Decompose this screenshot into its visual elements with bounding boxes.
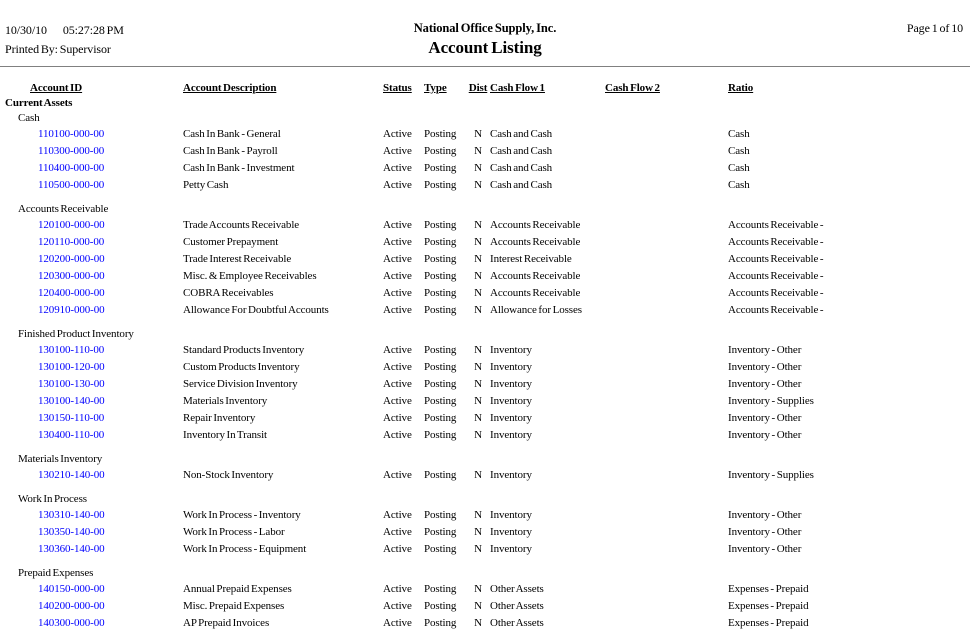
status-cell: Active (383, 361, 412, 373)
account-id-link[interactable]: 130360-140-00 (38, 543, 105, 555)
status-cell: Active (383, 270, 412, 282)
table-row (0, 177, 970, 194)
column-header-label: Status (383, 82, 412, 94)
ratio-cell: Expenses - Prepaid (728, 600, 809, 612)
account-id-link[interactable]: 140150-000-00 (38, 583, 105, 595)
section-finished-product-inventory (0, 327, 970, 444)
cash-flow-2-cell (605, 427, 728, 444)
account-id-link[interactable]: 120200-000-00 (38, 253, 105, 265)
cash-flow-1-cell: Inventory (490, 429, 532, 441)
account-description-cell: Repair Inventory (183, 412, 256, 424)
status-cell: Active (383, 583, 412, 595)
cash-flow-1-cell: Other Assets (490, 583, 544, 595)
cash-flow-2-cell (605, 359, 728, 376)
table-row (0, 507, 970, 524)
type-cell: Posting (424, 469, 457, 481)
account-description-cell: Materials Inventory (183, 395, 268, 407)
column-header-cash-flow-2 (605, 80, 728, 96)
status-cell: Active (383, 128, 412, 140)
account-id-link[interactable]: 120100-000-00 (38, 219, 105, 231)
cash-flow-2-cell (605, 268, 728, 285)
account-id-link[interactable]: 140300-000-00 (38, 617, 105, 629)
account-description-cell: Allowance For Doubtful Accounts (183, 304, 329, 316)
account-description-cell: Work In Process - Labor (183, 526, 285, 538)
account-id-link[interactable]: 130100-130-00 (38, 378, 105, 390)
status-cell: Active (383, 344, 412, 356)
account-id-link[interactable]: 140200-000-00 (38, 600, 105, 612)
printed-by: Printed By: Supervisor (5, 42, 111, 56)
table-row (0, 251, 970, 268)
cash-flow-2-cell (605, 541, 728, 558)
type-cell: Posting (424, 162, 457, 174)
cash-flow-1-cell: Cash and Cash (490, 145, 553, 157)
type-cell: Posting (424, 429, 457, 441)
table-row (0, 615, 970, 632)
cash-flow-2-cell (605, 285, 728, 302)
ratio-cell: Inventory - Supplies (728, 395, 814, 407)
section-header: Accounts Receivable (18, 203, 109, 215)
column-header-ratio (728, 80, 970, 96)
company-name: National Office Supply, Inc. (413, 21, 557, 35)
type-cell: Posting (424, 412, 457, 424)
account-description-cell: Trade Accounts Receivable (183, 219, 300, 231)
cash-flow-1-cell: Inventory (490, 361, 532, 373)
type-cell: Posting (424, 361, 457, 373)
account-description-cell: Work In Process - Inventory (183, 509, 301, 521)
ratio-cell: Inventory - Other (728, 509, 802, 521)
cash-flow-1-cell: Cash and Cash (490, 162, 553, 174)
cash-flow-1-cell: Accounts Receivable (490, 219, 581, 231)
cash-flow-2-cell (605, 467, 728, 484)
cash-flow-2-cell (605, 507, 728, 524)
table-row (0, 541, 970, 558)
account-description-cell: Work In Process - Equipment (183, 543, 307, 555)
dist-cell: N (474, 469, 482, 481)
dist-cell: N (474, 179, 482, 191)
cash-flow-2-cell (605, 234, 728, 251)
table-row (0, 427, 970, 444)
ratio-cell: Inventory - Other (728, 412, 802, 424)
page-indicator: Page 1 of 10 (906, 21, 963, 35)
table-row (0, 285, 970, 302)
account-id-link[interactable]: 130310-140-00 (38, 509, 105, 521)
cash-flow-1-cell: Interest Receivable (490, 253, 572, 265)
account-id-link[interactable]: 110400-000-00 (38, 162, 105, 174)
type-cell: Posting (424, 344, 457, 356)
type-cell: Posting (424, 270, 457, 282)
account-id-link[interactable]: 120400-000-00 (38, 287, 105, 299)
ratio-cell: Cash (728, 128, 750, 140)
ratio-cell: Expenses - Prepaid (728, 583, 809, 595)
dist-cell: N (474, 219, 482, 231)
ratio-cell: Inventory - Supplies (728, 469, 814, 481)
report-header-center (0, 21, 970, 58)
ratio-cell: Accounts Receivable - (728, 236, 824, 248)
dist-cell: N (474, 128, 482, 140)
account-id-link[interactable]: 130100-110-00 (38, 344, 105, 356)
ratio-cell: Cash (728, 179, 750, 191)
account-description-cell: Non-Stock Inventory (183, 469, 274, 481)
column-header-label: Type (424, 82, 447, 94)
type-cell: Posting (424, 253, 457, 265)
account-description-cell: Misc. & Employee Receivables (183, 270, 317, 282)
account-id-link[interactable]: 120910-000-00 (38, 304, 105, 316)
dist-cell: N (474, 236, 482, 248)
dist-cell: N (474, 600, 482, 612)
section-work-in-process (0, 492, 970, 558)
status-cell: Active (383, 617, 412, 629)
cash-flow-1-cell: Inventory (490, 412, 532, 424)
account-description-cell: Annual Prepaid Expenses (183, 583, 292, 595)
section-cash (0, 111, 970, 194)
section-prepaid-expenses (0, 566, 970, 632)
account-id-link[interactable]: 120110-000-00 (38, 236, 105, 248)
dist-cell: N (474, 526, 482, 538)
column-header-label: Account ID (30, 82, 83, 94)
type-cell: Posting (424, 526, 457, 538)
table-row (0, 524, 970, 541)
dist-cell: N (474, 509, 482, 521)
account-description-cell: Cash In Bank - Investment (183, 162, 295, 174)
column-header-label: Account Description (183, 82, 277, 94)
column-header-label: Ratio (728, 82, 754, 94)
type-cell: Posting (424, 509, 457, 521)
dist-cell: N (474, 145, 482, 157)
table-row (0, 268, 970, 285)
column-header-cash-flow-1 (490, 80, 605, 96)
cash-flow-2-cell (605, 615, 728, 632)
column-header-row (0, 80, 970, 96)
table-row (0, 234, 970, 251)
status-cell: Active (383, 543, 412, 555)
account-id-link[interactable]: 130100-120-00 (38, 361, 105, 373)
ratio-cell: Accounts Receivable - (728, 253, 824, 265)
status-cell: Active (383, 412, 412, 424)
account-description-cell: Petty Cash (183, 179, 229, 191)
status-cell: Active (383, 304, 412, 316)
ratio-cell: Cash (728, 162, 750, 174)
cash-flow-1-cell: Inventory (490, 344, 532, 356)
ratio-cell: Accounts Receivable - (728, 270, 824, 282)
table-row (0, 217, 970, 234)
status-cell: Active (383, 219, 412, 231)
cash-flow-2-cell (605, 126, 728, 143)
cash-flow-2-cell (605, 217, 728, 234)
type-cell: Posting (424, 145, 457, 157)
column-header-status (383, 80, 424, 96)
cash-flow-2-cell (605, 410, 728, 427)
report-header (0, 0, 970, 67)
type-cell: Posting (424, 583, 457, 595)
type-cell: Posting (424, 378, 457, 390)
ratio-cell: Inventory - Other (728, 344, 802, 356)
table-row (0, 126, 970, 143)
type-cell: Posting (424, 179, 457, 191)
cash-flow-2-cell (605, 177, 728, 194)
section-header: Finished Product Inventory (18, 328, 134, 340)
cash-flow-2-cell (605, 581, 728, 598)
type-cell: Posting (424, 617, 457, 629)
status-cell: Active (383, 162, 412, 174)
ratio-cell: Inventory - Other (728, 526, 802, 538)
account-description-cell: Customer Prepayment (183, 236, 279, 248)
column-header-dist (466, 80, 490, 96)
dist-cell: N (474, 429, 482, 441)
ratio-cell: Accounts Receivable - (728, 304, 824, 316)
cash-flow-1-cell: Inventory (490, 543, 532, 555)
account-id-link[interactable]: 130100-140-00 (38, 395, 105, 407)
cash-flow-1-cell: Inventory (490, 509, 532, 521)
cash-flow-2-cell (605, 598, 728, 615)
type-cell: Posting (424, 128, 457, 140)
dist-cell: N (474, 395, 482, 407)
table-row (0, 467, 970, 484)
dist-cell: N (474, 412, 482, 424)
cash-flow-2-cell (605, 160, 728, 177)
ratio-cell: Inventory - Other (728, 543, 802, 555)
table-row (0, 410, 970, 427)
cash-flow-1-cell: Accounts Receivable (490, 236, 581, 248)
cash-flow-2-cell (605, 376, 728, 393)
table-row (0, 393, 970, 410)
status-cell: Active (383, 429, 412, 441)
status-cell: Active (383, 378, 412, 390)
ratio-cell: Expenses - Prepaid (728, 617, 809, 629)
dist-cell: N (474, 361, 482, 373)
type-cell: Posting (424, 600, 457, 612)
account-description-cell: Custom Products Inventory (183, 361, 300, 373)
type-cell: Posting (424, 287, 457, 299)
status-cell: Active (383, 509, 412, 521)
dist-cell: N (474, 304, 482, 316)
table-row (0, 160, 970, 177)
print-date: 10/30/10 (5, 23, 47, 37)
cash-flow-1-cell: Allowance for Losses (490, 304, 582, 316)
cash-flow-1-cell: Accounts Receivable (490, 287, 581, 299)
dist-cell: N (474, 583, 482, 595)
section-header: Cash (18, 112, 40, 124)
section-header: Work In Process (18, 493, 87, 505)
cash-flow-2-cell (605, 251, 728, 268)
status-cell: Active (383, 145, 412, 157)
table-row (0, 359, 970, 376)
type-cell: Posting (424, 304, 457, 316)
table-row (0, 376, 970, 393)
ratio-cell: Accounts Receivable - (728, 287, 824, 299)
account-id-link[interactable]: 130210-140-00 (38, 469, 105, 481)
column-header-account-description (183, 80, 383, 96)
table-row (0, 598, 970, 615)
section-materials-inventory (0, 452, 970, 484)
report-body (0, 111, 970, 632)
status-cell: Active (383, 287, 412, 299)
column-header-label: Cash Flow 2 (605, 82, 660, 94)
section-header: Materials Inventory (18, 453, 103, 465)
account-description-cell: Misc. Prepaid Expenses (183, 600, 285, 612)
status-cell: Active (383, 179, 412, 191)
table-row (0, 342, 970, 359)
dist-cell: N (474, 543, 482, 555)
cash-flow-2-cell (605, 342, 728, 359)
cash-flow-2-cell (605, 393, 728, 410)
cash-flow-1-cell: Other Assets (490, 600, 544, 612)
dist-cell: N (474, 617, 482, 629)
ratio-cell: Cash (728, 145, 750, 157)
account-id-link[interactable]: 130400-110-00 (38, 429, 105, 441)
status-cell: Active (383, 526, 412, 538)
ratio-cell: Inventory - Other (728, 361, 802, 373)
account-description-cell: Cash In Bank - General (183, 128, 281, 140)
table-row (0, 581, 970, 598)
cash-flow-1-cell: Cash and Cash (490, 128, 553, 140)
ratio-cell: Accounts Receivable - (728, 219, 824, 231)
status-cell: Active (383, 236, 412, 248)
type-cell: Posting (424, 236, 457, 248)
status-cell: Active (383, 600, 412, 612)
ratio-cell: Inventory - Other (728, 429, 802, 441)
account-id-link[interactable]: 110100-000-00 (38, 128, 105, 140)
dist-cell: N (474, 270, 482, 282)
section-accounts-receivable (0, 202, 970, 319)
account-description-cell: Standard Products Inventory (183, 344, 305, 356)
cash-flow-1-cell: Inventory (490, 526, 532, 538)
account-group-header: Current Assets (5, 97, 73, 109)
column-header-type (424, 80, 466, 96)
account-id-link[interactable]: 110300-000-00 (38, 145, 105, 157)
type-cell: Posting (424, 543, 457, 555)
account-id-link[interactable]: 130350-140-00 (38, 526, 105, 538)
cash-flow-2-cell (605, 143, 728, 160)
account-description-cell: Trade Interest Receivable (183, 253, 292, 265)
column-header-account-id (0, 80, 183, 96)
cash-flow-1-cell: Cash and Cash (490, 179, 553, 191)
account-description-cell: Service Division Inventory (183, 378, 298, 390)
dist-cell: N (474, 253, 482, 265)
account-description-cell: Cash In Bank - Payroll (183, 145, 278, 157)
account-description-cell: Inventory In Transit (183, 429, 268, 441)
account-id-link[interactable]: 130150-110-00 (38, 412, 105, 424)
account-description-cell: AP Prepaid Invoices (183, 617, 270, 629)
account-id-link[interactable]: 120300-000-00 (38, 270, 105, 282)
column-header-label: Cash Flow 1 (490, 82, 545, 94)
dist-cell: N (474, 162, 482, 174)
account-description-cell: COBRA Receivables (183, 287, 274, 299)
cash-flow-1-cell: Accounts Receivable (490, 270, 581, 282)
ratio-cell: Inventory - Other (728, 378, 802, 390)
account-id-link[interactable]: 110500-000-00 (38, 179, 105, 191)
cash-flow-1-cell: Inventory (490, 378, 532, 390)
status-cell: Active (383, 469, 412, 481)
type-cell: Posting (424, 219, 457, 231)
column-header-label: Dist (468, 82, 488, 94)
table-row (0, 143, 970, 160)
page-title: Account Listing (428, 38, 542, 57)
status-cell: Active (383, 253, 412, 265)
dist-cell: N (474, 287, 482, 299)
section-header: Prepaid Expenses (18, 567, 94, 579)
cash-flow-1-cell: Inventory (490, 395, 532, 407)
table-row (0, 302, 970, 319)
cash-flow-1-cell: Inventory (490, 469, 532, 481)
cash-flow-2-cell (605, 302, 728, 319)
status-cell: Active (383, 395, 412, 407)
cash-flow-2-cell (605, 524, 728, 541)
dist-cell: N (474, 378, 482, 390)
type-cell: Posting (424, 395, 457, 407)
dist-cell: N (474, 344, 482, 356)
cash-flow-1-cell: Other Assets (490, 617, 544, 629)
print-time: 05:27:28 PM (62, 23, 124, 37)
